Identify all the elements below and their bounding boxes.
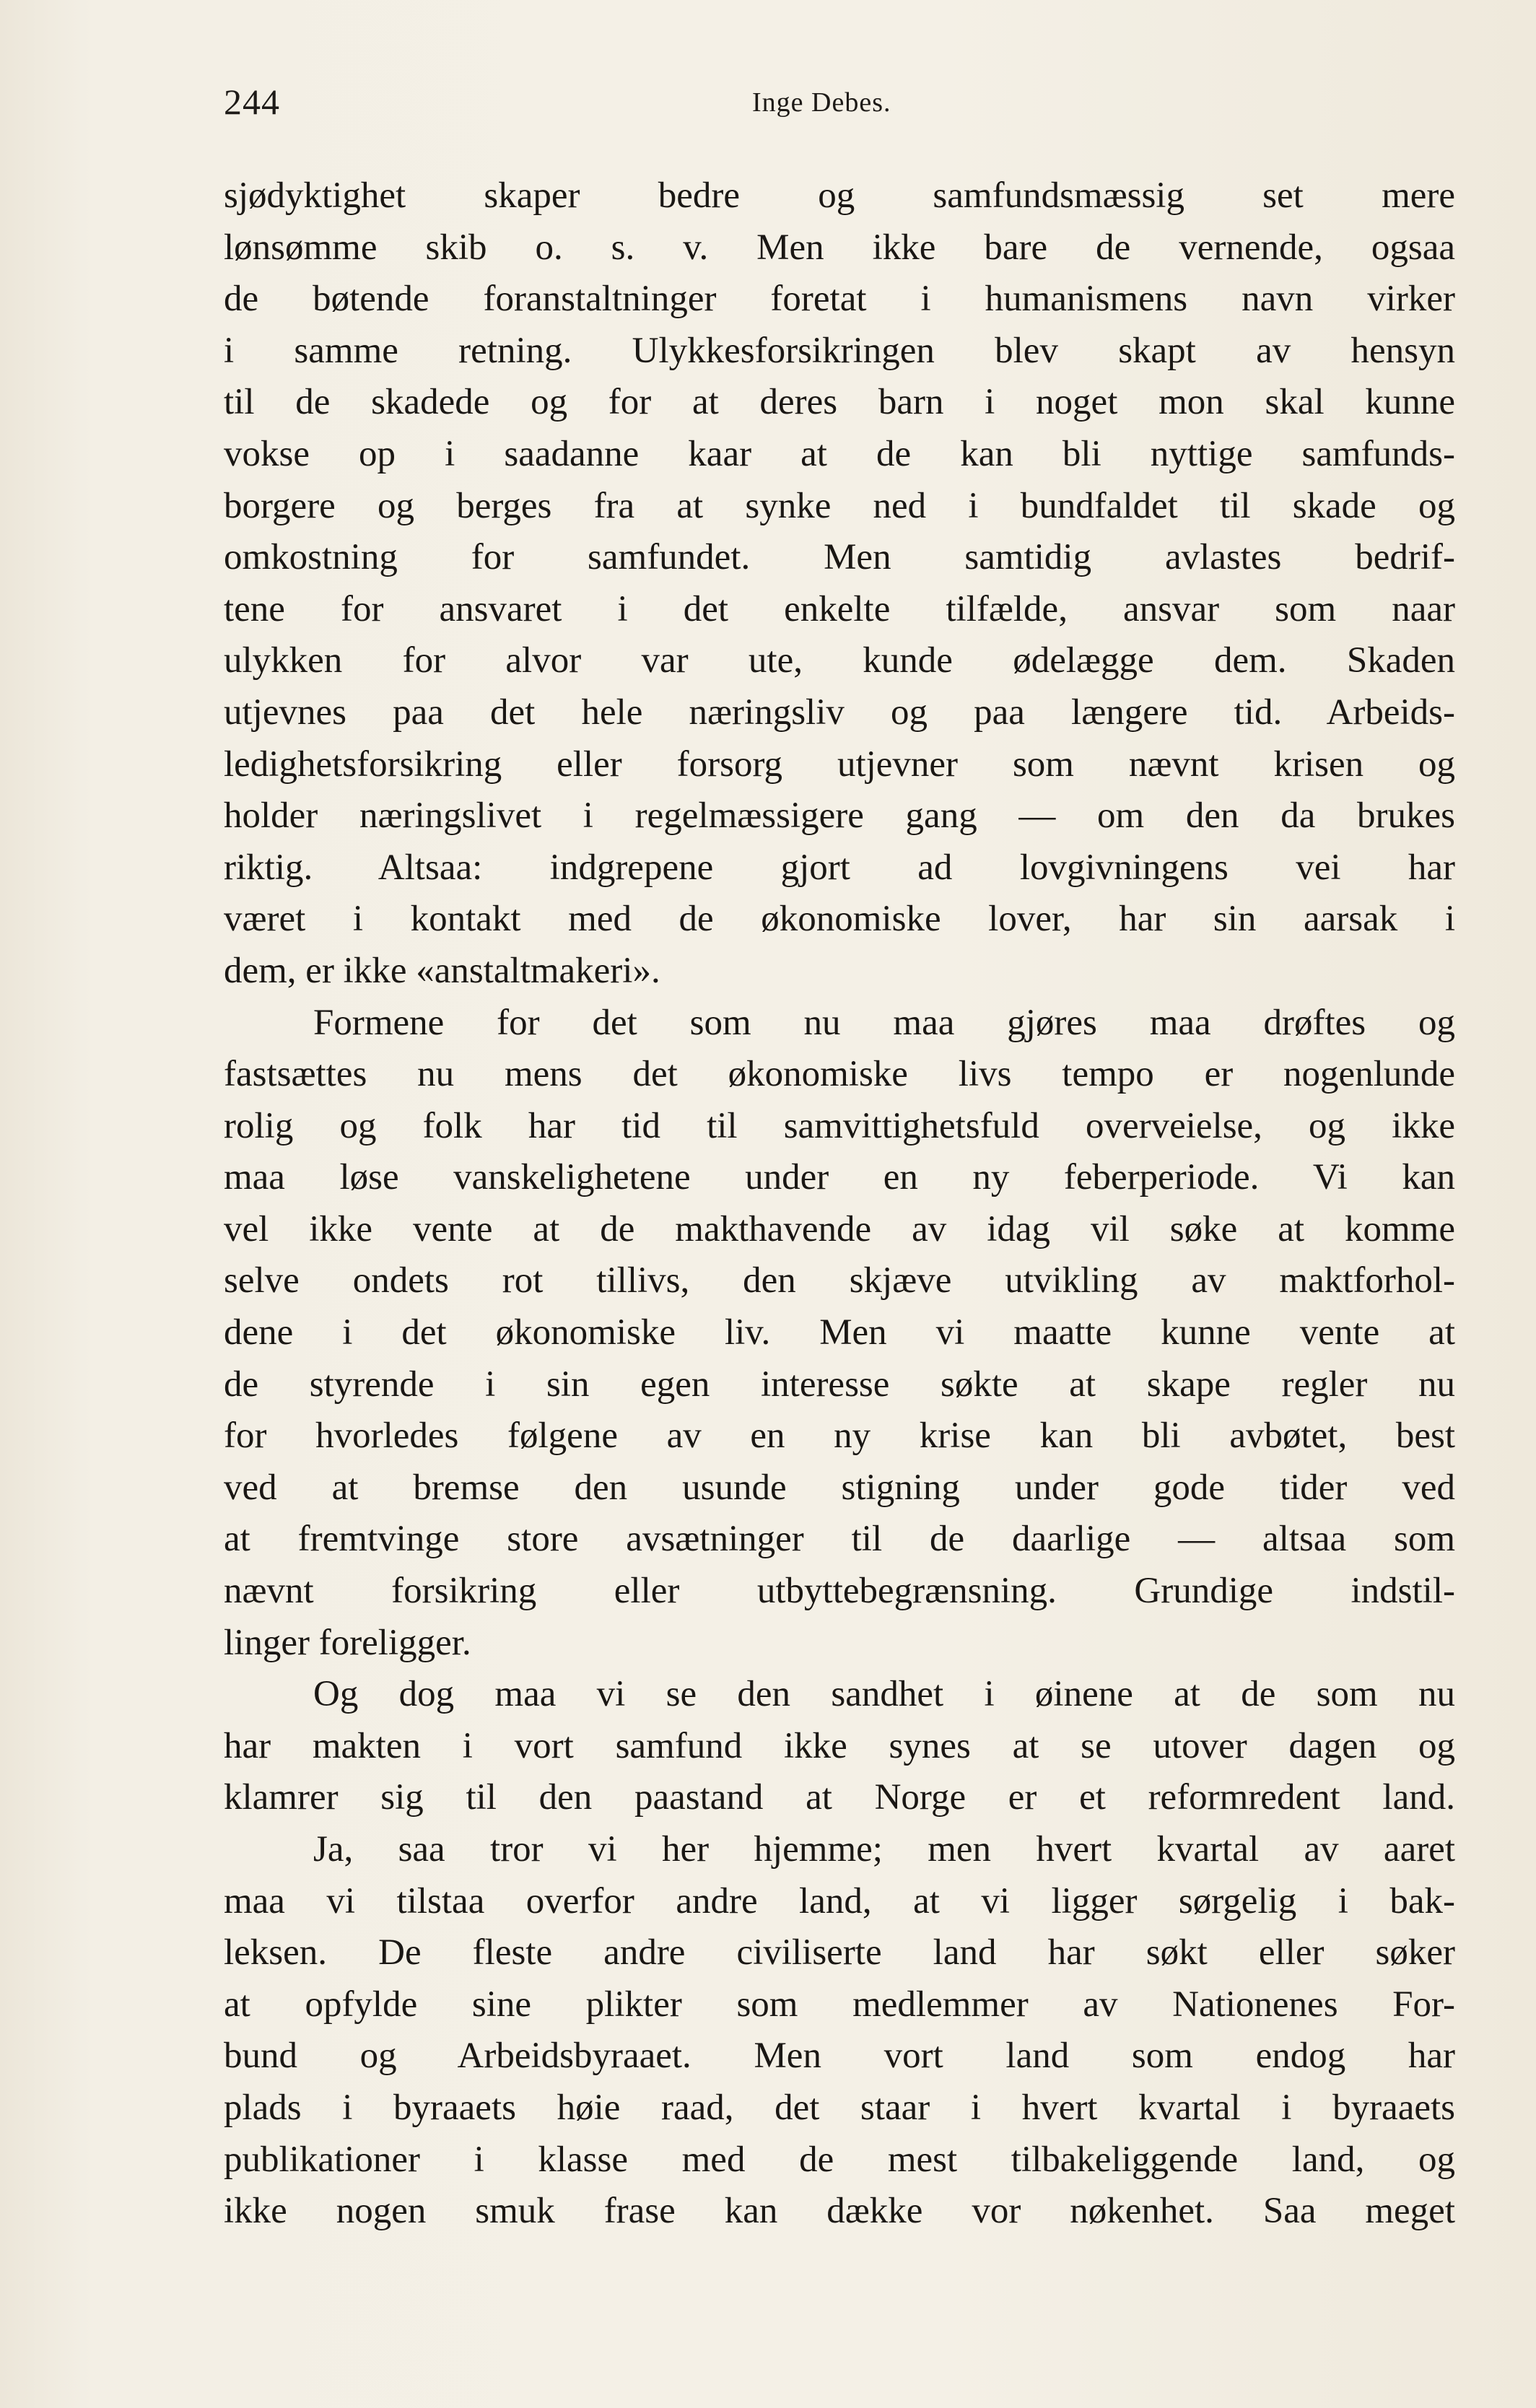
text-line: tene for ansvaret i det enkelte tilfælde, ansvar som naar — [224, 588, 1455, 629]
page-number: 244 — [224, 82, 280, 122]
text-line: for hvorledes følgene av en ny krise kan bli avbøtet, best — [224, 1415, 1455, 1457]
paragraph-4 — [224, 1824, 1455, 2238]
text-line: dene i det økonomiske liv. Men vi maatte kunne vente at — [224, 1312, 1455, 1353]
text-line: vel ikke vente at de makthavende av idag vil søke at komme — [224, 1208, 1455, 1249]
text-line: Formene for det som nu maa gjøres maa drøftes og — [313, 1002, 1455, 1043]
text-line: borgere og berges fra at synke ned i bundfaldet til skade og — [224, 485, 1455, 526]
text-line: lønsømme skib o. s. v. Men ikke bare de vernende, ogsaa — [224, 227, 1455, 268]
text-line: Ja, saa tror vi her hjemme; men hvert kvartal av aaret — [313, 1829, 1455, 1870]
text-line: i samme retning. Ulykkesforsikringen blev skapt av hensyn — [224, 330, 1455, 371]
text-line: at fremtvinge store avsætninger til de daarlige — altsaa som — [224, 1519, 1455, 1560]
text-line: vokse op i saadanne kaar at de kan bli nyttige samfunds- — [224, 433, 1455, 474]
text-line: ledighetsforsikring eller forsorg utjevner som nævnt krisen og — [224, 743, 1455, 785]
text-line: utjevnes paa det hele næringsliv og paa længere tid. Arbeids- — [224, 692, 1455, 733]
text-line: været i kontakt med de økonomiske lover, har sin aarsak i — [224, 899, 1455, 940]
text-line: leksen. De fleste andre civiliserte land har søkt eller søker — [224, 1932, 1455, 1973]
text-line: klamrer sig til den paastand at Norge er et reformredent land. — [224, 1777, 1455, 1818]
text-line: plads i byraaets høie raad, det staar i hvert kvartal i byraaets — [224, 2087, 1455, 2128]
text-line: ulykken for alvor var ute, kunde ødelægge dem. Skaden — [224, 640, 1455, 681]
text-line: rolig og folk har tid til samvittighetsfuld overveielse, og ikke — [224, 1105, 1455, 1146]
text-line: linger foreligger. — [224, 1622, 471, 1663]
page-header — [224, 81, 1451, 139]
body-text — [224, 170, 1455, 2238]
text-line: omkostning for samfundet. Men samtidig avlastes bedrif- — [224, 537, 1455, 578]
text-line: sjødyktighet skaper bedre og samfundsmæssig set mere — [224, 175, 1455, 216]
text-line: de styrende i sin egen interesse søkte at skape regler nu — [224, 1364, 1455, 1405]
text-line: at opfylde sine plikter som medlemmer av Nationenes For- — [224, 1984, 1455, 2025]
text-line: Og dog maa vi se den sandhet i øinene at de som nu — [313, 1674, 1455, 1715]
text-line: de bøtende foranstaltninger foretat i humanismens navn virker — [224, 279, 1455, 320]
text-line: publikationer i klasse med de mest tilbakeliggende land, og — [224, 2139, 1455, 2180]
running-head: Inge Debes. — [752, 87, 891, 118]
text-line: dem, er ikke «anstaltmakeri». — [224, 950, 660, 991]
paragraph-1 — [224, 170, 1455, 998]
text-line: fastsættes nu mens det økonomiske livs tempo er nogenlunde — [224, 1054, 1455, 1095]
text-line: riktig. Altsaa: indgrepene gjort ad lovgivningens vei har — [224, 847, 1455, 888]
paragraph-2 — [224, 998, 1455, 1670]
paragraph-3 — [224, 1669, 1455, 1824]
text-line: maa løse vanskelighetene under en ny feberperiode. Vi kan — [224, 1157, 1455, 1198]
text-line: ved at bremse den usunde stigning under gode tider ved — [224, 1467, 1455, 1508]
text-line: selve ondets rot tillivs, den skjæve utvikling av maktforhol- — [224, 1260, 1455, 1301]
text-line: bund og Arbeidsbyraaet. Men vort land som endog har — [224, 2036, 1455, 2077]
text-line: ikke nogen smuk frase kan dække vor nøkenhet. Saa meget — [224, 2191, 1455, 2232]
text-line: har makten i vort samfund ikke synes at se utover dagen og — [224, 1725, 1455, 1766]
text-line: maa vi tilstaa overfor andre land, at vi ligger sørgelig i bak- — [224, 1880, 1455, 1921]
text-line: nævnt forsikring eller utbyttebegrænsning. Grundige indstil- — [224, 1571, 1455, 1612]
text-line: til de skadede og for at deres barn i noget mon skal kunne — [224, 382, 1455, 423]
text-line: holder næringslivet i regelmæssigere gang — om den da brukes — [224, 795, 1455, 837]
